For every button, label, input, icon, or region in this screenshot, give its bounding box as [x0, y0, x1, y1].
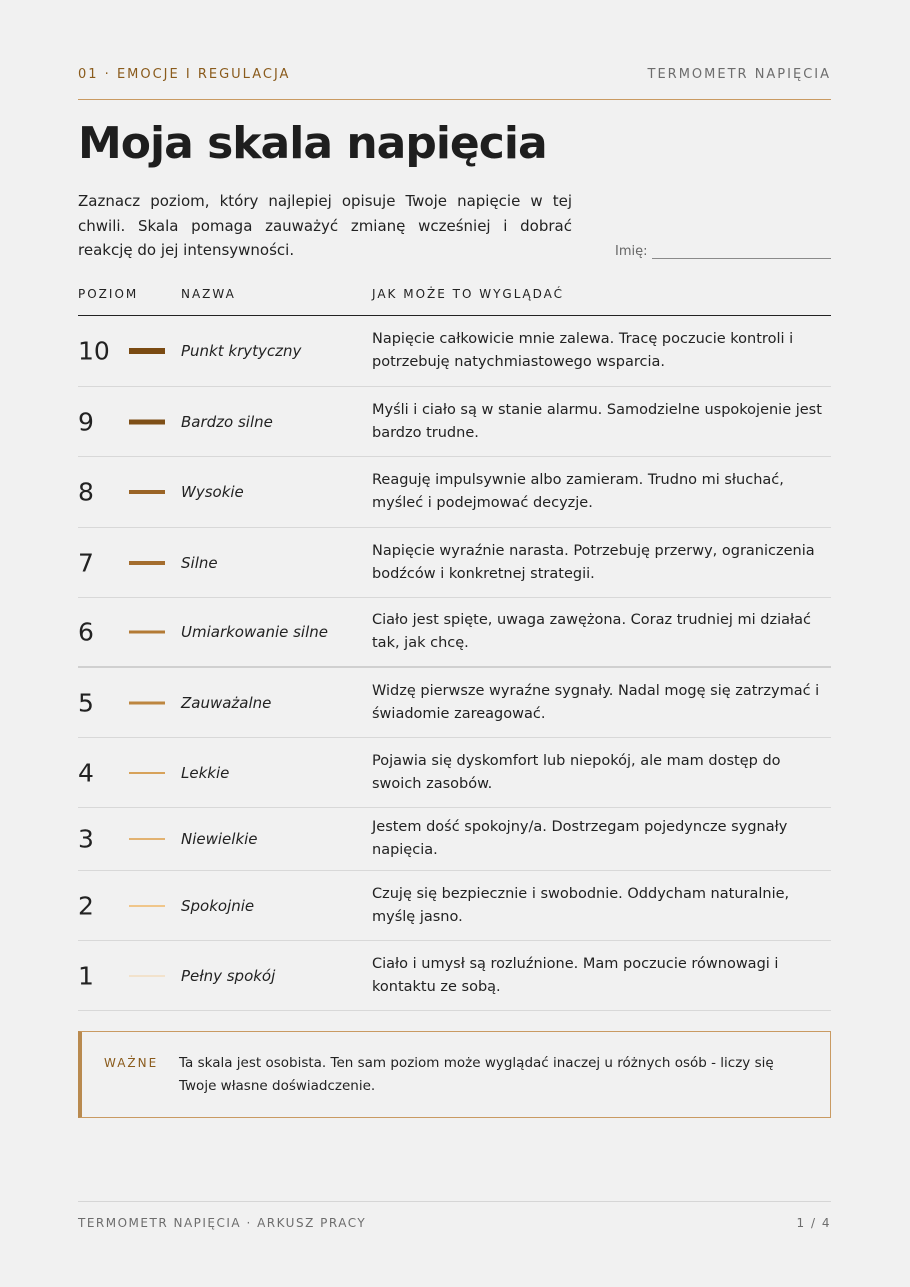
column-header-level: POZIOM: [78, 287, 139, 301]
level-description: Pojawia się dyskomfort lub niepokój, ale mam dostęp do swoich zasobów.: [372, 752, 781, 792]
level-number: 10: [78, 336, 110, 366]
page-footer: [78, 1216, 831, 1230]
level-name: Punkt krytyczny: [181, 342, 302, 360]
page-header: [78, 67, 831, 82]
intro-text: Zaznacz poziom, który najlepiej opisuje Twoje napięcie w tej chwili. Skala pomaga zauważyć zmianę wcześniej i dobrać reakcję do jej intensywności.: [78, 192, 572, 259]
level-name: Lekkie: [181, 763, 230, 782]
level-number: 6: [78, 617, 94, 647]
level-number: 8: [78, 477, 94, 507]
page-title: Moja skala napięcia: [78, 118, 547, 169]
level-number: 1: [78, 961, 94, 990]
level-description: Myśli i ciało są w stanie alarmu. Samodzielne uspokojenie jest bardzo trudne.: [372, 401, 822, 441]
level-name: Wysokie: [181, 483, 244, 501]
level-color-bar: [129, 561, 165, 565]
level-color-bar: [129, 975, 165, 976]
scale-row-4[interactable]: [78, 738, 831, 808]
scale-row-8[interactable]: [78, 457, 831, 528]
name-field[interactable]: [615, 244, 831, 259]
column-header-name: NAZWA: [181, 287, 236, 301]
level-description: Reaguję impulsywnie albo zamieram. Trudno mi słuchać, myśleć i podejmować decyzje.: [372, 472, 784, 511]
level-name: Umiarkowanie silne: [181, 623, 328, 641]
scale-row-1[interactable]: [78, 941, 831, 1011]
note-tag: WAŻNE: [104, 1056, 159, 1070]
level-color-bar: [129, 419, 165, 424]
level-description: Ciało jest spięte, uwaga zawężona. Coraz trudniej mi działać tak, jak chcę.: [372, 612, 812, 651]
level-color-bar: [129, 838, 165, 840]
level-name: Silne: [181, 553, 218, 572]
header-divider: [78, 99, 831, 100]
scale-row-7[interactable]: [78, 528, 831, 598]
section-label: 01 · EMOCJE I REGULACJA: [78, 67, 291, 82]
scale-row-10[interactable]: [78, 316, 831, 387]
footer-title: TERMOMETR NAPIĘCIA · ARKUSZ PRACY: [78, 1216, 367, 1230]
level-name: Pełny spokój: [181, 966, 276, 985]
level-name: Bardzo silne: [181, 412, 273, 431]
level-description: Napięcie całkowicie mnie zalewa. Tracę poczucie kontroli i potrzebuję natychmiastowego wsparcia.: [372, 331, 794, 370]
level-description: Widzę pierwsze wyraźne sygnały. Nadal mogę się zatrzymać i świadomie zareagować.: [372, 682, 820, 722]
level-number: 5: [78, 688, 94, 717]
level-color-bar: [129, 348, 165, 354]
level-description: Czuję się bezpiecznie i swobodnie. Oddycham naturalnie, myślę jasno.: [372, 885, 790, 925]
column-header-description: JAK MOŻE TO WYGLĄDAĆ: [372, 287, 565, 301]
scale-row-2[interactable]: [78, 871, 831, 941]
level-name: Spokojnie: [181, 896, 255, 915]
name-field-label: Imię:: [615, 244, 648, 259]
name-field-line[interactable]: [652, 246, 832, 259]
important-note: [78, 1031, 831, 1118]
level-color-bar: [129, 631, 165, 634]
page-number: 1 / 4: [796, 1216, 831, 1230]
level-number: 3: [78, 824, 94, 854]
level-color-bar: [129, 701, 165, 704]
scale-row-5[interactable]: [78, 668, 831, 738]
level-color-bar: [129, 905, 165, 907]
level-color-bar: [129, 772, 165, 774]
level-number: 7: [78, 548, 94, 577]
scale-row-3[interactable]: [78, 808, 831, 871]
worksheet-page: [78, 0, 831, 1287]
level-number: 4: [78, 758, 94, 787]
level-description: Napięcie wyraźnie narasta. Potrzebuję przerwy, ograniczenia bodźców i konkretnej strategii.: [372, 542, 815, 582]
level-color-bar: [129, 490, 165, 494]
footer-divider: [78, 1201, 831, 1202]
scale-row-6[interactable]: [78, 598, 831, 668]
document-title: TERMOMETR NAPIĘCIA: [647, 67, 831, 82]
level-number: 2: [78, 891, 94, 920]
scale-table: [78, 316, 831, 1011]
level-name: Zauważalne: [181, 693, 272, 712]
scale-row-9[interactable]: [78, 387, 831, 457]
level-description: Ciało i umysł są rozluźnione. Mam poczucie równowagi i kontaktu ze sobą.: [372, 955, 779, 995]
level-number: 9: [78, 407, 94, 436]
note-text: Ta skala jest osobista. Ten sam poziom może wyglądać inaczej u różnych osób - liczy się Twoje własne doświadczenie.: [179, 1055, 774, 1094]
level-description: Jestem dość spokojny/a. Dostrzegam pojedyncze sygnały napięcia.: [372, 819, 788, 858]
level-name: Niewielkie: [181, 830, 258, 848]
